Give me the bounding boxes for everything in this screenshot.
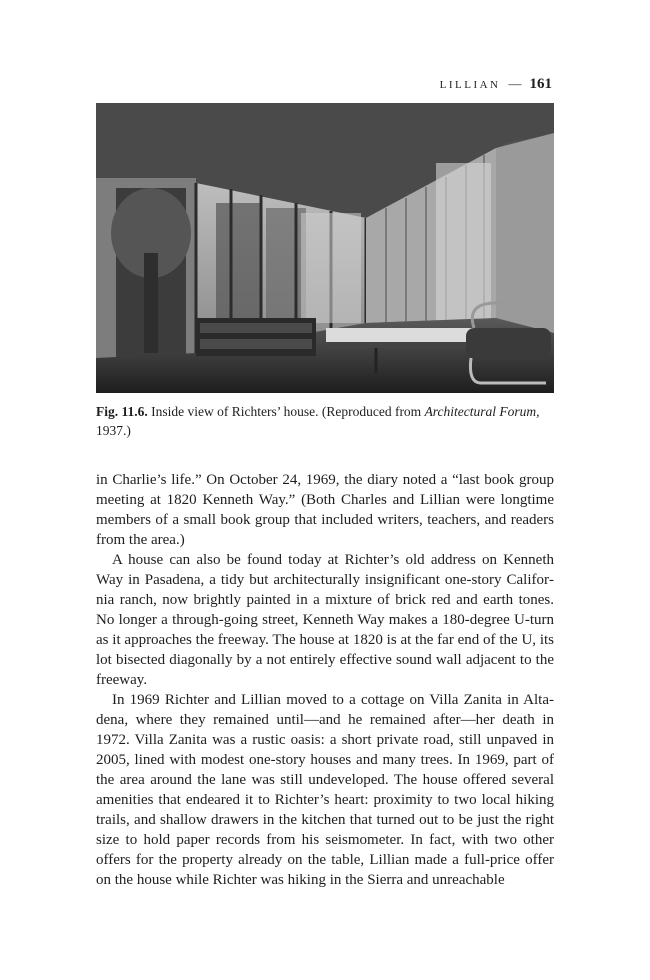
caption-text: Inside view of Richters’ house. (Reproduced from	[147, 404, 425, 419]
caption-source: Architectural Forum,	[424, 404, 540, 419]
paragraph: A house can also be found today at Richter’s old address on Kenneth Way in Pasadena, a tidy but architecturally insignificant one-story California ranch, now brightly painted in a mixture of brick red and earth tones. No longer a through-going street, Kenneth Way makes a 180-degree U-turn as it approaches the freeway. The house at 1820 is at the far end of the U, its lot bisected diagonally by a not entirely effective sound wall adjacent to the freeway.	[96, 552, 554, 688]
paragraph: in Charlie’s life.” On October 24, 1969, the diary noted a “last book group meeting at 1820 Kenneth Way.” (Both Charles and Lillian were longtime members of a small book group that included writers, teachers, and readers from the area.)	[96, 472, 554, 548]
running-head-dash: —	[508, 76, 522, 91]
figure-caption	[96, 402, 556, 440]
page-number: 161	[529, 76, 552, 92]
running-head-title: LILLIAN	[439, 79, 501, 91]
interior-photo	[96, 103, 554, 393]
paragraph: In 1969 Richter and Lillian moved to a cottage on Villa Zanita in Altadena, where they remained until—and he remained after—her death in 1972. Villa Zanita was a rustic oasis: a short private road, still unpaved in 2005, lined with modest one-story houses and many trees. In 1969, part of the area around the lane was still undeveloped. The house offered several amenities that endeared it to Richter’s heart: proximity to two local hiking trails, and shallow drawers in the kitchen that turned out to be just the right size to hold paper records from his seismometer. In fact, with two other offers for the property already on the table, Lillian made a full-price offer on the house while Richter was hiking in the Sierra and unreachable	[96, 692, 554, 888]
running-head	[440, 76, 552, 93]
caption-label: Fig. 11.6.	[96, 404, 148, 419]
caption-end: 1937.)	[96, 423, 131, 438]
body-text	[96, 470, 554, 890]
